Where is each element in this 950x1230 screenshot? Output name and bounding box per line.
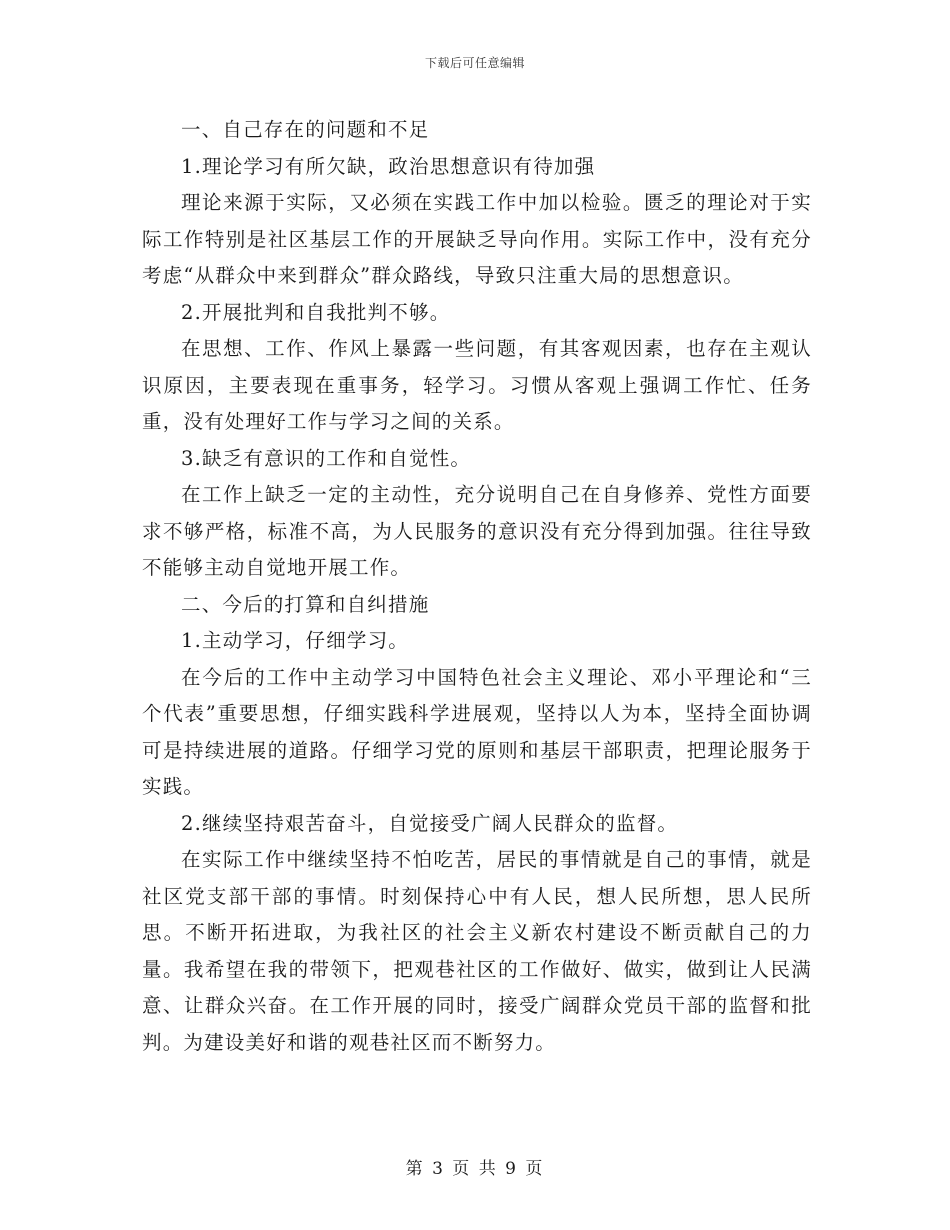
body-paragraph: 在实际工作中继续坚持不怕吃苦，居民的事情就是自己的事情，就是社区党支部干部的事情。时刻保持心中有人民，想人民所想，思人民所思。不断开拓进取，为我社区的社会主义新农村建设不断贡献自己的力量。我希望在我的带领下，把观巷社区的工作做好、做实，做到让人民满意、让群众兴奋。在工作开展的同时，接受广阔群众党员干部的监督和批判。为建设美好和谐的观巷社区而不断努力。 xyxy=(142,848,812,1054)
subsection-heading: 2.继续坚持艰苦奋斗，自觉接受广阔人民群众的监督。 xyxy=(181,811,679,835)
section-heading: 一、自己存在的问题和不足 xyxy=(181,118,430,141)
body-paragraph: 在今后的工作中主动学习中国特色社会主义理论、邓小平理论和“三个代表”重要思想，仔细实践科学进展观，坚持以人为本，坚持全面协调可是持续进展的道路。仔细学习党的原则和基层干部职责，把理论服务于实践。 xyxy=(142,665,812,798)
page-footer: 第 3 页 共 9 页 xyxy=(405,1159,545,1179)
page-header: 下载后可任意编辑 xyxy=(424,56,525,70)
subsection-heading: 3.缺乏有意识的工作和自觉性。 xyxy=(181,446,472,470)
document-body xyxy=(142,112,812,1061)
body-paragraph: 理论来源于实际，又必须在实践工作中加以检验。匮乏的理论对于实际工作特别是社区基层工作的开展缺乏导向作用。实际工作中，没有充分考虑“从群众中来到群众”群众路线，导致只注重大局的思想意识。 xyxy=(142,191,812,287)
section-heading: 二、今后的打算和自纠措施 xyxy=(181,592,430,616)
subsection-heading: 1.理论学习有所欠缺，政治思想意识有待加强 xyxy=(181,154,596,178)
subsection-heading: 1.主动学习，仔细学习。 xyxy=(181,629,410,652)
subsection-heading: 2.开展批判和自我批判不够。 xyxy=(181,300,451,324)
body-paragraph: 在工作上缺乏一定的主动性，充分说明自己在自身修养、党性方面要求不够严格，标准不高，为人民服务的意识没有充分得到加强。往往导致不能够主动自觉地开展工作。 xyxy=(142,483,812,579)
body-paragraph: 在思想、工作、作风上暴露一些问题，有其客观因素，也存在主观认识原因，主要表现在重事务，轻学习。习惯从客观上强调工作忙、任务重，没有处理好工作与学习之间的关系。 xyxy=(142,337,812,433)
